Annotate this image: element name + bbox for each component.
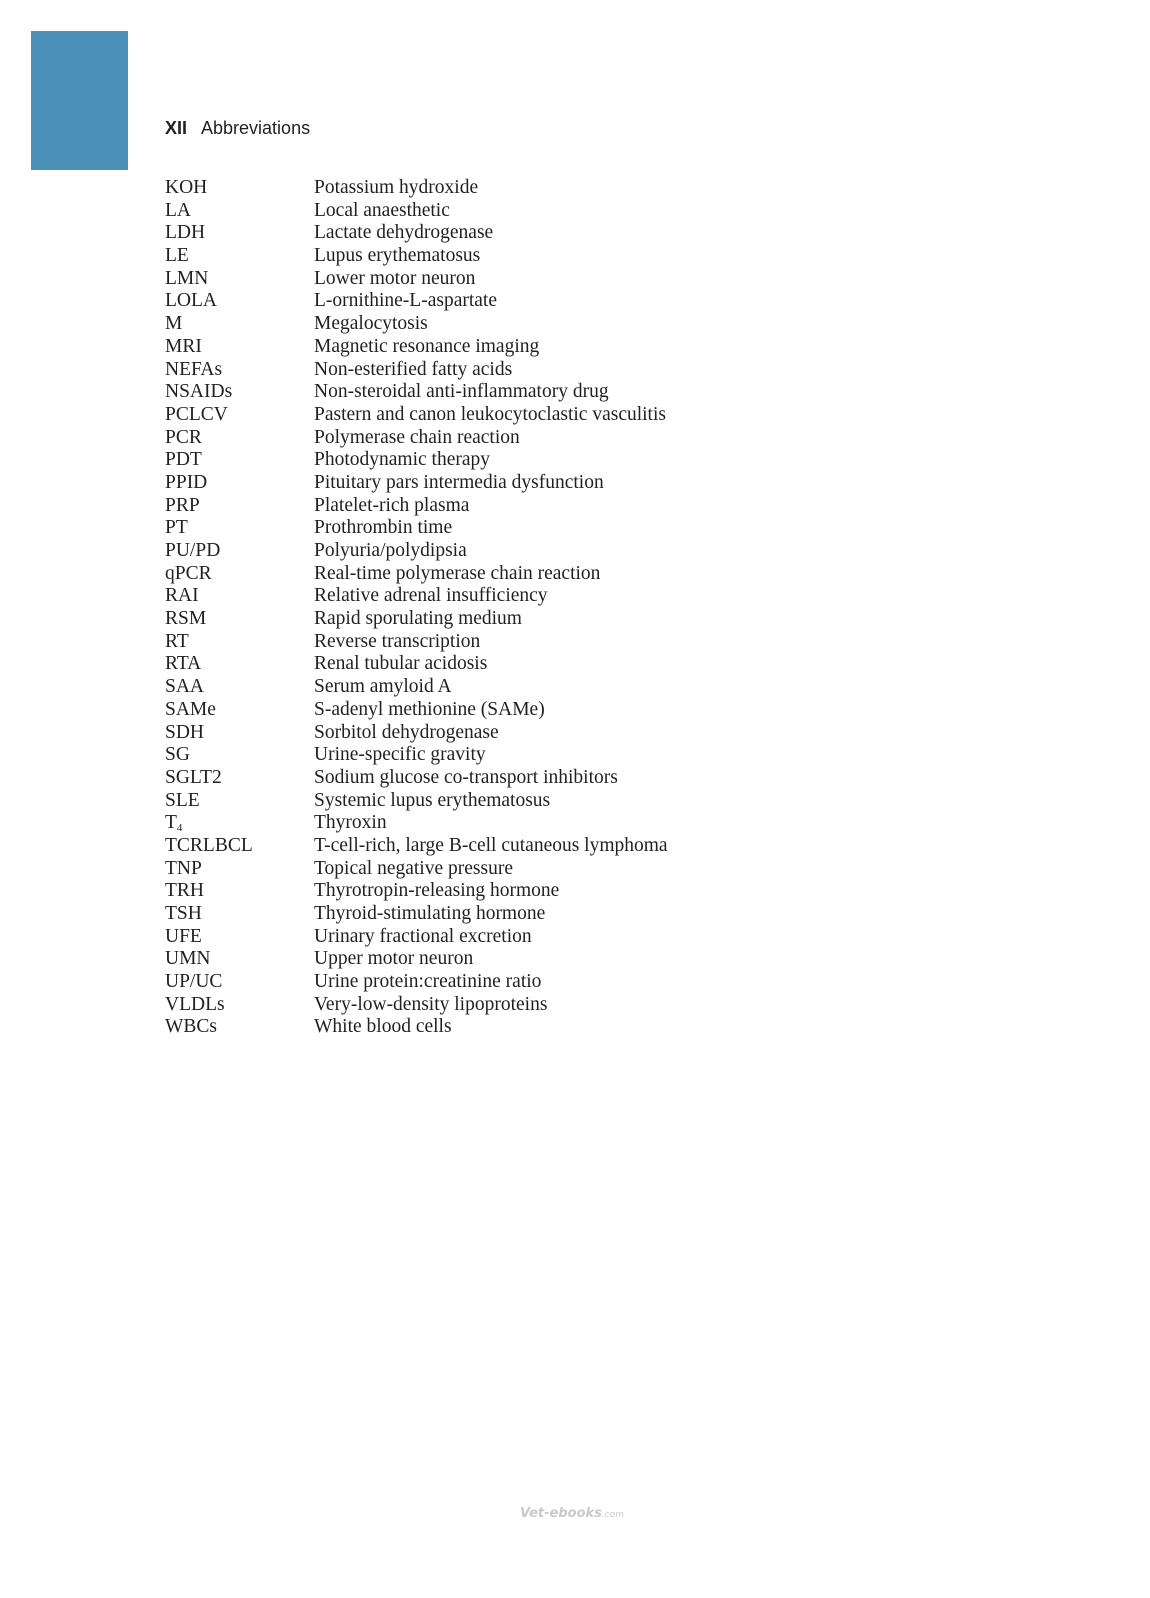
abbreviation-row [165, 359, 668, 382]
abbreviation-row [165, 245, 668, 268]
abbreviation-row [165, 290, 668, 313]
abbreviation-definition: Polyuria/polydipsia [314, 540, 467, 561]
abbreviation-term: LE [165, 245, 189, 267]
abbreviation-definition: Thyrotropin-releasing hormone [314, 880, 560, 902]
abbreviation-term: RSM [165, 608, 207, 630]
abbreviation-row [165, 381, 668, 404]
abbreviation-term: WBCs [165, 1016, 218, 1038]
abbreviation-term: PCLCV [165, 403, 228, 425]
abbreviation-row [165, 427, 668, 450]
running-head [165, 118, 310, 139]
abbreviation-term: NSAIDs [165, 381, 233, 403]
section-title: Abbreviations [201, 118, 311, 138]
abbreviation-row [165, 994, 668, 1017]
abbreviation-term: SGLT2 [165, 766, 222, 788]
abbreviation-definition: Polymerase chain reaction [314, 426, 520, 448]
abbreviation-definition: Serum amyloid A [314, 676, 452, 698]
abbreviation-row [165, 1016, 668, 1039]
abbreviation-row [165, 631, 668, 654]
abbreviation-definition: Upper motor neuron [314, 948, 474, 970]
abbreviation-term: $T_4$ [165, 812, 183, 835]
abbreviation-row [165, 268, 668, 291]
abbreviation-definition: Pituitary pars intermedia dysfunction [314, 471, 604, 493]
abbreviation-term: RAI [165, 585, 199, 607]
abbreviation-definition: Magnetic resonance imaging [314, 335, 540, 357]
abbreviation-term: SG [165, 744, 190, 766]
abbreviation-row [165, 517, 668, 540]
abbreviation-row [165, 177, 668, 200]
abbreviation-definition: Systemic lupus erythematosus [314, 789, 551, 811]
abbreviation-row [165, 222, 668, 245]
abbreviation-row [165, 608, 668, 631]
abbreviation-row [165, 563, 668, 586]
abbreviation-term: TCRLBCL [165, 834, 253, 856]
watermark-brand: Vet-ebooks [520, 1506, 602, 1521]
abbreviation-term: LOLA [165, 290, 217, 312]
abbreviation-definition: Potassium hydroxide [314, 177, 479, 198]
abbreviation-term: PRP [165, 494, 200, 516]
abbreviation-definition: Urine-specific gravity [314, 744, 486, 766]
abbreviation-term: TNP [165, 857, 202, 879]
abbreviation-definition: Prothrombin time [314, 517, 453, 539]
abbreviation-term: SAA [165, 676, 205, 698]
abbreviation-definition: Urinary fractional excretion [314, 925, 532, 947]
abbreviation-row [165, 449, 668, 472]
abbreviation-definition: Real-time polymerase chain reaction [314, 562, 601, 584]
abbreviation-term: PU/PD [165, 540, 221, 561]
abbreviation-term: LDH [165, 222, 206, 244]
abbreviation-definition: Megalocytosis [314, 313, 428, 335]
abbreviation-row [165, 767, 668, 790]
abbreviation-row [165, 948, 668, 971]
abbreviation-definition: Rapid sporulating medium [314, 608, 522, 630]
abbreviation-row [165, 722, 668, 745]
abbreviation-term: UP/UC [165, 971, 223, 993]
abbreviation-term: LA [165, 199, 191, 221]
abbreviation-row [165, 585, 668, 608]
abbreviation-row [165, 858, 668, 881]
abbreviation-term: UFE [165, 925, 202, 947]
page-number: XII [165, 118, 188, 138]
abbreviation-term: SLE [165, 789, 200, 811]
abbreviation-term: MRI [165, 335, 202, 357]
abbreviation-term: PCR [165, 426, 202, 448]
abbreviation-definition: Local anaesthetic [314, 199, 450, 221]
abbreviation-term: PDT [165, 449, 202, 471]
abbreviation-term: PPID [165, 471, 208, 493]
abbreviation-definition: Platelet-rich plasma [314, 494, 470, 516]
abbreviation-definition: Sodium glucose co-transport inhibitors [314, 766, 618, 788]
abbreviation-definition: Relative adrenal insufficiency [314, 585, 548, 607]
abbreviation-list [165, 177, 668, 1039]
abbreviation-row [165, 880, 668, 903]
abbreviation-term: SDH [165, 721, 205, 743]
abbreviation-row [165, 744, 668, 767]
abbreviation-definition: Thyroid-stimulating hormone [314, 903, 546, 924]
abbreviation-definition: Renal tubular acidosis [314, 653, 488, 675]
abbreviation-term: PT [165, 517, 188, 539]
abbreviation-term: LMN [165, 267, 209, 289]
chapter-tab-block [31, 31, 128, 170]
abbreviation-term: SAMe [165, 698, 216, 720]
abbreviation-row [165, 790, 668, 813]
abbreviation-definition: Pastern and canon leukocytoclastic vasculitis [314, 403, 666, 425]
abbreviation-row [165, 200, 668, 223]
abbreviation-term: TRH [165, 880, 204, 902]
watermark-suffix: .com [601, 1510, 625, 1520]
abbreviation-row [165, 926, 668, 949]
abbreviation-definition: Lupus erythematosus [314, 245, 481, 267]
abbreviation-row [165, 653, 668, 676]
abbreviation-definition: Urine protein:creatinine ratio [314, 971, 542, 993]
abbreviation-row [165, 495, 668, 518]
abbreviation-term: UMN [165, 948, 211, 970]
abbreviation-row [165, 812, 668, 835]
abbreviation-row [165, 336, 668, 359]
abbreviation-definition: Reverse transcription [314, 630, 481, 652]
abbreviation-row [165, 903, 668, 926]
abbreviation-definition: Topical negative pressure [314, 857, 513, 879]
abbreviation-definition: Non-esterified fatty acids [314, 358, 513, 380]
abbreviation-definition: White blood cells [314, 1016, 452, 1038]
abbreviation-term: TSH [165, 903, 202, 924]
abbreviation-row [165, 971, 668, 994]
abbreviation-term: RTA [165, 653, 202, 675]
abbreviation-definition: Lactate dehydrogenase [314, 222, 494, 244]
abbreviation-definition: Thyroxin [314, 812, 387, 834]
abbreviation-definition: Lower motor neuron [314, 267, 476, 289]
abbreviation-definition: L-ornithine-L-aspartate [314, 290, 497, 312]
abbreviation-row [165, 835, 668, 858]
abbreviation-row [165, 540, 668, 563]
abbreviation-row [165, 313, 668, 336]
abbreviation-definition: T-cell-rich, large B-cell cutaneous lymphoma [314, 834, 668, 856]
abbreviation-term: RT [165, 630, 189, 652]
abbreviation-term: VLDLs [165, 993, 225, 1015]
abbreviation-definition: S-adenyl methionine (SAMe) [314, 698, 545, 720]
abbreviation-term-subscript: 4 [176, 822, 183, 835]
abbreviation-row [165, 404, 668, 427]
abbreviation-definition: Non-steroidal anti-inflammatory drug [314, 381, 609, 403]
abbreviation-term: NEFAs [165, 358, 223, 380]
abbreviation-row [165, 676, 668, 699]
abbreviation-row [165, 472, 668, 495]
abbreviation-term: qPCR [165, 562, 212, 584]
abbreviation-definition: Sorbitol dehydrogenase [314, 721, 499, 743]
abbreviation-definition: Photodynamic therapy [314, 449, 491, 471]
watermark-logo [520, 1506, 624, 1521]
abbreviation-row [165, 699, 668, 722]
abbreviation-definition: Very-low-density lipoproteins [314, 993, 548, 1015]
abbreviation-term: KOH [165, 177, 208, 198]
abbreviation-term: M [165, 313, 183, 335]
